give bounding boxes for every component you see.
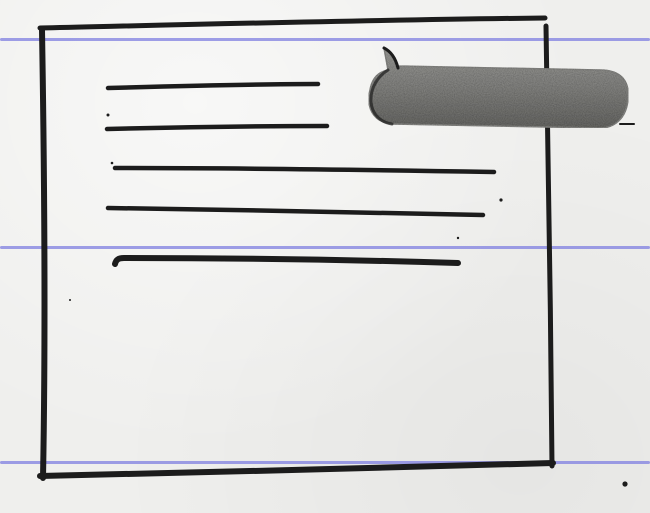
text-line	[115, 258, 458, 264]
text-line	[108, 84, 318, 88]
text-line	[115, 168, 494, 172]
highlight-pill-button[interactable]	[369, 48, 634, 128]
text-line	[107, 126, 327, 129]
text-line	[108, 208, 483, 215]
